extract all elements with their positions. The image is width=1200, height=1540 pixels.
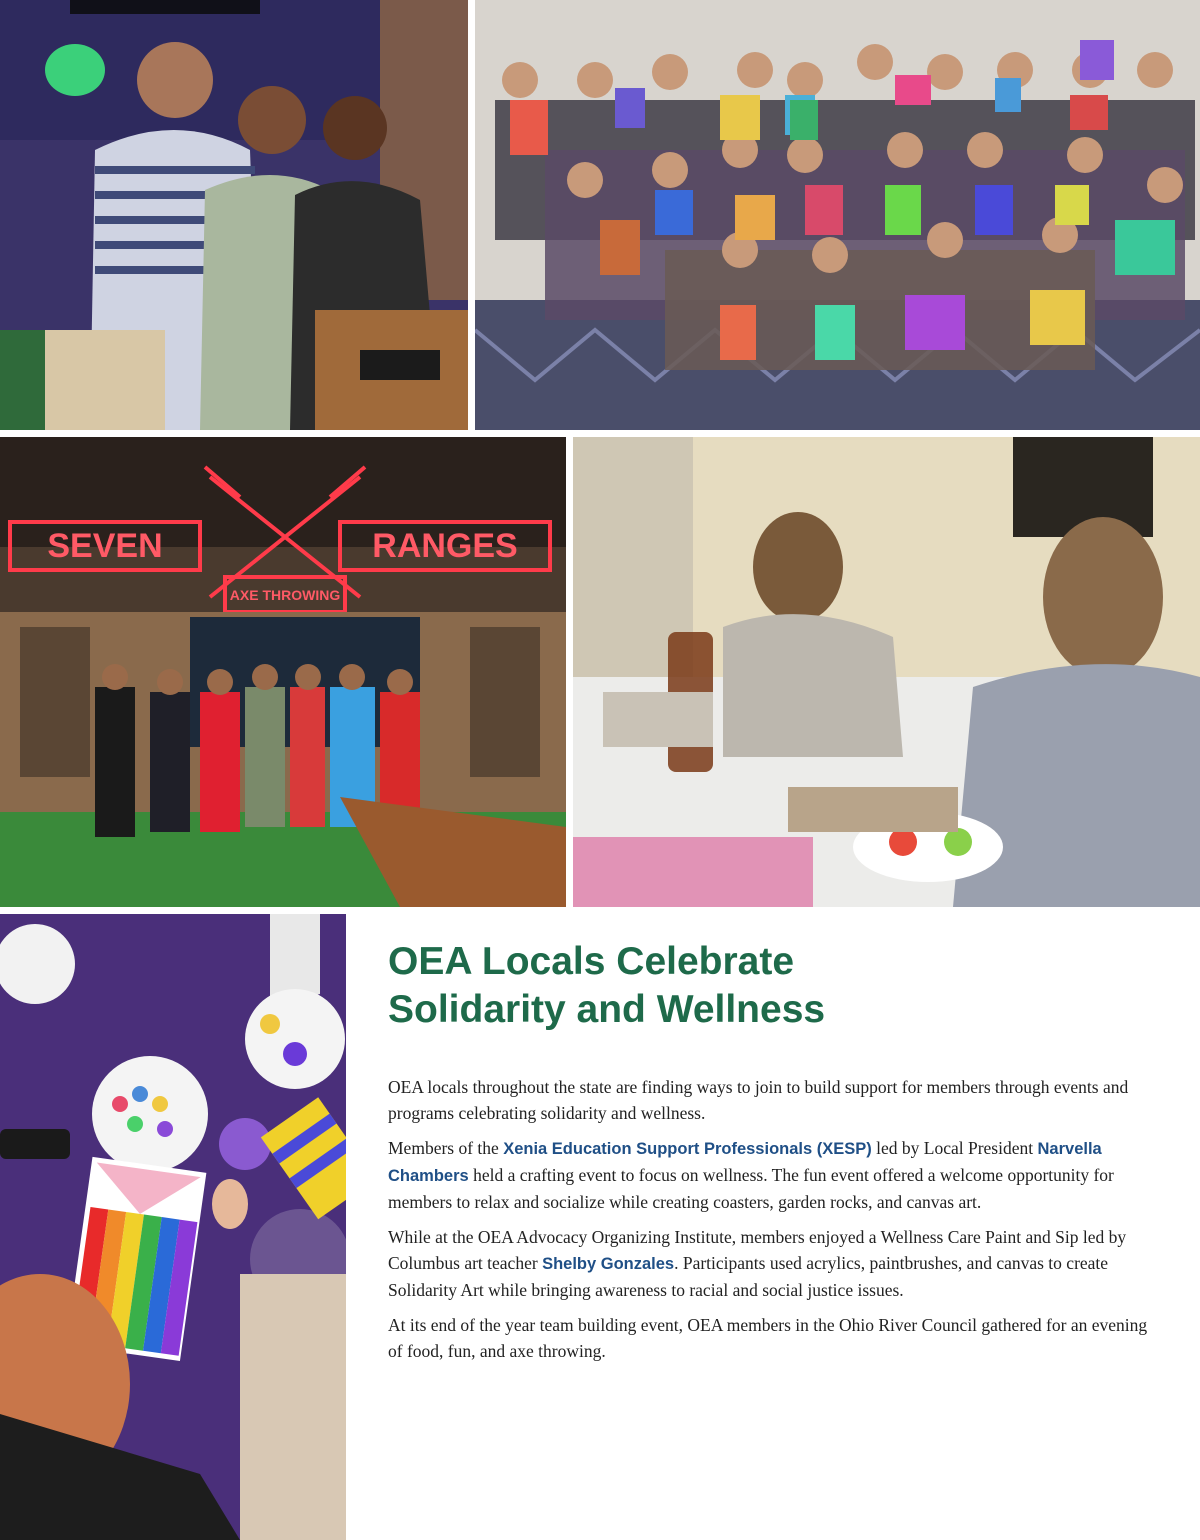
local-president-name: Narvella Chambers: [388, 1140, 1102, 1185]
article-paragraph-4: At its end of the year team building event, OEA members in the Ohio River Council gathered for an evening of food, fun, and axe throwing.: [388, 1315, 1148, 1361]
paragraph-2-text-b: led by Local President: [871, 1138, 1038, 1158]
paragraph-3-text-b: . Participants used acrylics, paintbrushes, and canvas to create Solidarity Art while bringing awareness to racial and social justice issues.: [388, 1253, 1109, 1300]
headline-line-2: Solidarity and Wellness: [388, 988, 826, 1031]
photo-crafting-event: [573, 437, 1200, 907]
axe-sign-subtitle: AXE THROWING: [229, 587, 341, 603]
xesp-org-name: Xenia Education Support Professionals (XESP): [503, 1140, 872, 1158]
headline-line-1: OEA Locals Celebrate: [388, 940, 795, 983]
paragraph-3-text-a: While at the OEA Advocacy Organizing Institute, members enjoyed a Wellness Care Paint and Sip led by Columbus art teacher: [388, 1227, 1127, 1273]
axe-sign-seven: SEVEN: [47, 527, 163, 565]
axe-sign-ranges: RANGES: [372, 527, 518, 565]
photo-painting-table: [0, 914, 346, 1540]
photo-axe-throwing-group: [0, 437, 566, 907]
article: [388, 938, 1158, 1373]
article-paragraph-2: [388, 1135, 1158, 1215]
paragraph-2-text-a: Members of the: [388, 1138, 504, 1158]
paragraph-2-text-c: held a crafting event to focus on wellness. The fun event offered a welcome opportunity for members to relax and socialize while creating coasters, garden rocks, and canvas art.: [388, 1165, 1114, 1212]
article-paragraph-3: [388, 1224, 1158, 1303]
article-paragraph-1: OEA locals throughout the state are finding ways to join to build support for members through events and programs celebrating solidarity and wellness.: [388, 1077, 1129, 1123]
photo-paint-and-sip-group: [475, 0, 1200, 430]
photo-three-colleagues: [0, 0, 468, 430]
article-headline: [388, 938, 1158, 1034]
art-teacher-name: Shelby Gonzales: [542, 1255, 675, 1273]
